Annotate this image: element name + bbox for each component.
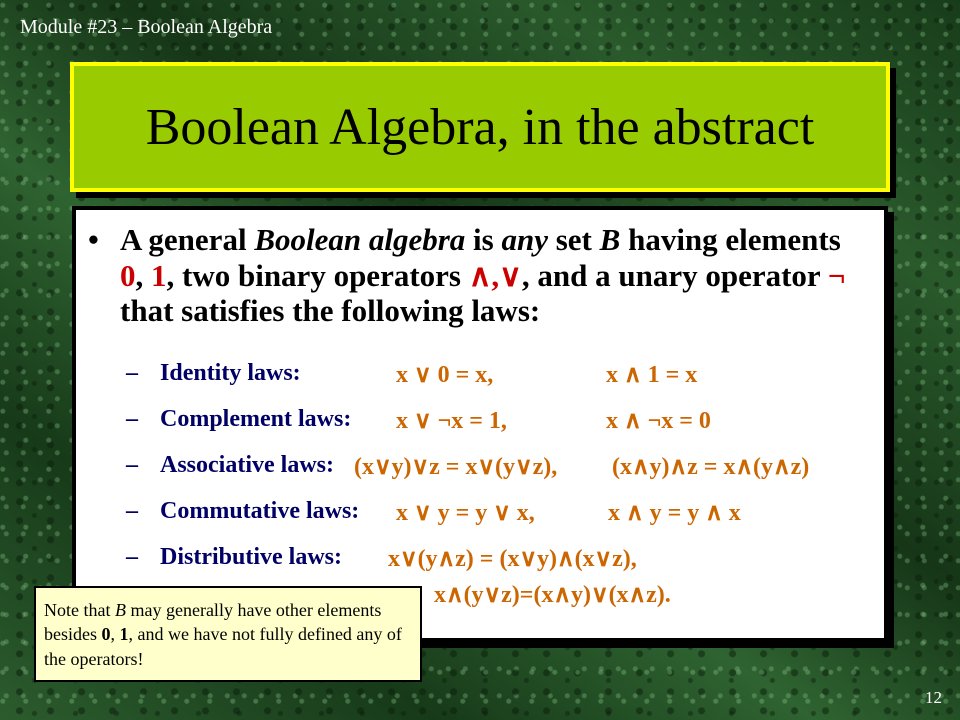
bullet-marker: • [88, 222, 99, 257]
law-formula-2: x∧(y∨z)=(x∧y)∨(x∧z). [434, 582, 671, 608]
intro-binary-ops: ∧,∨ [468, 257, 522, 293]
note-t5: , [110, 624, 120, 645]
intro-t7: having elements [620, 222, 841, 257]
intro-not-op: ¬ [827, 257, 846, 293]
note-t3: may generally have other elements besides [44, 600, 382, 645]
slide-title: Boolean Algebra, in the abstract [145, 98, 815, 156]
intro-t15: that satisfies the following laws: [120, 293, 541, 329]
intro-text [120, 222, 868, 329]
content-box [72, 206, 888, 645]
note-callout [34, 586, 422, 682]
intro-set-b: B [599, 222, 621, 257]
law-complement [126, 406, 876, 452]
law-formula-2: x ∧ ¬x = 0 [606, 408, 711, 434]
law-formula-1: x ∨ ¬x = 1, [396, 408, 507, 434]
intro-t13: , and a unary operator [521, 257, 828, 293]
note-t1: Note that [44, 600, 115, 620]
intro-term-boolean-algebra: Boolean algebra [254, 222, 466, 257]
intro-bullet [88, 222, 868, 329]
module-label: Module #23 – Boolean Algebra [20, 16, 273, 38]
intro-t1: A general [120, 222, 255, 257]
intro-emph-any: any [501, 222, 548, 257]
note-one: 1 [119, 624, 129, 645]
law-dash: – [126, 544, 138, 570]
intro-one: 1 [151, 257, 167, 293]
page-number: 12 [925, 688, 942, 707]
law-identity [126, 360, 876, 406]
note-t7: , and we have not fully defined any of the operators! [44, 624, 402, 669]
intro-zero: 0 [120, 257, 136, 293]
law-name: Commutative laws: [160, 498, 360, 524]
note-zero: 0 [101, 624, 111, 645]
law-distributive [126, 544, 876, 608]
law-formula-1: x ∨ 0 = x, [396, 362, 494, 388]
law-formula-2: x ∧ y = y ∧ x [608, 500, 741, 526]
law-name: Associative laws: [160, 452, 334, 478]
law-name: Identity laws: [160, 360, 301, 386]
note-set-b: B [114, 600, 126, 620]
law-name: Complement laws: [160, 406, 352, 432]
law-dash: – [126, 360, 138, 386]
law-formula-1: (x∨y)∨z = x∨(y∨z), [354, 454, 558, 480]
law-associative [126, 452, 876, 498]
law-formula-2: x ∧ 1 = x [606, 362, 698, 388]
title-box [70, 62, 890, 192]
law-formula-1: x ∨ y = y ∨ x, [396, 500, 535, 526]
law-formula-1: x∨(y∧z) = (x∨y)∧(x∨z), [388, 546, 637, 572]
intro-t9: , [135, 257, 151, 293]
law-dash: – [126, 498, 138, 524]
law-dash: – [126, 406, 138, 432]
intro-t5: set [547, 222, 600, 257]
law-name: Distributive laws: [160, 544, 342, 570]
law-commutative [126, 498, 876, 544]
law-dash: – [126, 452, 138, 478]
intro-t3: is [465, 222, 502, 257]
intro-t11: , two binary operators [166, 257, 469, 293]
law-formula-2: (x∧y)∧z = x∧(y∧z) [612, 454, 810, 480]
laws-list [126, 360, 876, 608]
